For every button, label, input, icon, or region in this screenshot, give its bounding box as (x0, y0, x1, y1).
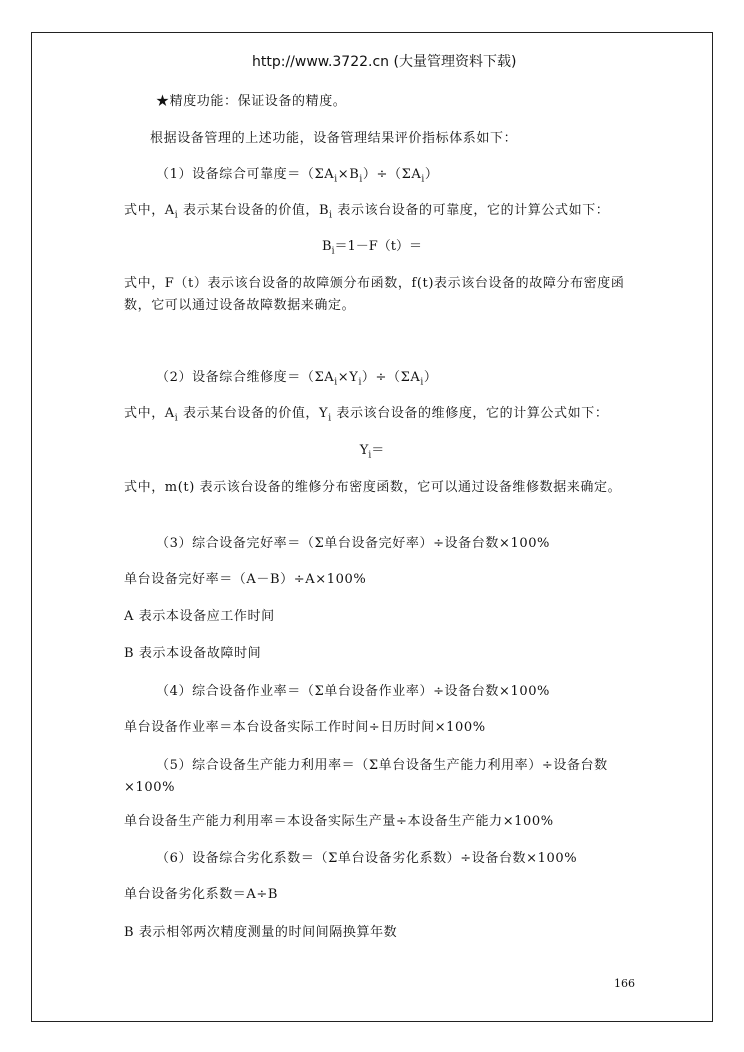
formula-2-pre: （2）设备综合维修度＝（ΣA (156, 370, 335, 385)
bi-post: ＝1－F（t）＝ (334, 239, 422, 254)
subscript-i: i (174, 210, 179, 221)
bi-pre: B (322, 239, 332, 254)
b2-description: B 表示相邻两次精度测量的时间间隔换算年数 (124, 925, 398, 940)
yi-post: ＝ (371, 443, 385, 458)
formula-6: （6）设备综合劣化系数＝（Σ单台设备劣化系数）÷设备台数×100% (156, 851, 578, 866)
subscript-i: i (420, 377, 424, 388)
formula-3-single: 单台设备完好率＝（A－B）÷A×100% (124, 572, 367, 587)
b-description: B 表示本设备故障时间 (124, 646, 262, 661)
bi-formula (0, 237, 744, 262)
formula-1-post: ）÷（ΣA (362, 167, 422, 182)
subscript-i: i (328, 413, 332, 424)
yi-pre: Y (359, 443, 369, 458)
where-2-a: 式中，A (124, 406, 175, 421)
where-1-a: 式中，A (124, 203, 175, 218)
precision-line: ★精度功能：保证设备的精度。 (156, 94, 347, 109)
where-1-b: 表示某台设备的价值，B (183, 203, 330, 218)
formula-1-end: ） (424, 167, 439, 182)
formula-2-end: ） (423, 370, 438, 385)
subscript-i: i (358, 377, 362, 388)
subscript-i: i (174, 413, 179, 424)
yi-formula (0, 441, 744, 466)
intro-line: 根据设备管理的上述功能，设备管理结果评价指标体系如下： (150, 131, 518, 146)
subscript-i: i (334, 174, 338, 185)
formula-5-single: 单台设备生产能力利用率＝本设备实际生产量÷本设备生产能力×100% (124, 814, 554, 829)
subscript-i: i (334, 377, 338, 388)
where-line-2 (124, 404, 608, 429)
a-description: A 表示本设备应工作时间 (124, 609, 275, 624)
subscript-i: i (421, 174, 425, 185)
formula-2-post: ）÷（ΣA (361, 370, 421, 385)
formula-1-mid: ×B (337, 167, 360, 182)
subscript-i: i (331, 246, 335, 257)
formula-1-pre: （1）设备综合可靠度＝（ΣA (156, 167, 335, 182)
page-number: 166 (614, 977, 635, 990)
f-description: 式中，F（t）表示该台设备的故障颁分布函数，f(t)表示该台设备的故障分布密度函数，它可以通过设备故障数据来确定。 (124, 276, 625, 313)
formula-2-mid: ×Y (337, 370, 359, 385)
formula-5: （5）综合设备生产能力利用率＝（Σ单台设备生产能力利用率）÷设备台数×100% (124, 758, 608, 795)
subscript-i: i (368, 450, 372, 461)
header-url: http://www.3722.cn (大量管理资料下载) (252, 54, 517, 70)
subscript-i: i (359, 174, 363, 185)
where-1-c: 表示该台设备的可靠度，它的计算公式如下： (337, 203, 610, 218)
formula-3: （3）综合设备完好率＝（Σ单台设备完好率）÷设备台数×100% (156, 536, 551, 551)
formula-2 (156, 368, 438, 393)
where-2-b: 表示某台设备的价值，Y (183, 406, 329, 421)
m-description: 式中，m(t) 表示该台设备的维修分布密度函数，它可以通过设备维修数据来确定。 (124, 480, 622, 495)
formula-1 (156, 165, 438, 190)
subscript-i: i (329, 210, 333, 221)
formula-6-single: 单台设备劣化系数＝A÷B (124, 887, 279, 902)
formula-4-single: 单台设备作业率＝本台设备实际工作时间÷日历时间×100% (124, 720, 486, 735)
where-2-c: 表示该台设备的维修度，它的计算公式如下： (336, 406, 609, 421)
where-line-1 (124, 201, 609, 226)
formula-4: （4）综合设备作业率＝（Σ单台设备作业率）÷设备台数×100% (156, 684, 551, 699)
